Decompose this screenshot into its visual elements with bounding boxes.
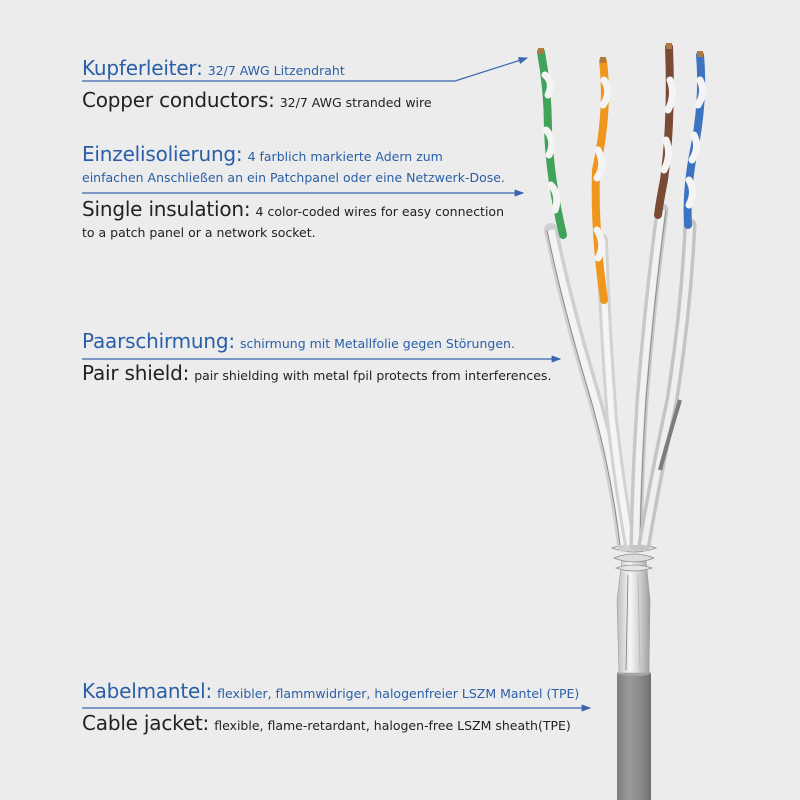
de-desc: schirmung mit Metallfolie gegen Störungen.	[239, 336, 515, 351]
en-desc: flexible, flame-retardant, halogen-free LSZM sheath(TPE)	[214, 718, 571, 733]
pair-shield-foils	[547, 210, 690, 545]
de-desc-line2: einfachen Anschließen an ein Patchpanel oder eine Netzwerk-Dose.	[82, 170, 505, 185]
wire-pair-blue	[688, 51, 703, 225]
de-title: Einzelisolierung:	[82, 142, 243, 166]
arrow-copper-conductors	[82, 58, 527, 81]
de-desc: 32/7 AWG Litzendraht	[207, 63, 345, 78]
de-title: Kupferleiter:	[82, 56, 203, 80]
en-title: Copper conductors:	[82, 88, 275, 112]
cable-jacket	[617, 670, 651, 800]
copper-tip	[538, 48, 544, 54]
foil-bundle	[612, 544, 656, 673]
wire-pair-brown	[658, 43, 673, 215]
copper-tip	[697, 51, 703, 57]
en-desc: 4 color-coded wires for easy connection	[255, 204, 505, 219]
en-desc-line2: to a patch panel or a network socket.	[82, 225, 316, 240]
en-desc: pair shielding with metal fpil protects from interferences.	[194, 368, 552, 383]
wire-pair-green	[538, 48, 563, 235]
de-title: Paarschirmung:	[82, 329, 235, 353]
de-title: Kabelmantel:	[82, 679, 213, 703]
copper-tip	[600, 57, 606, 63]
en-title: Pair shield:	[82, 361, 190, 385]
copper-tip	[666, 43, 672, 49]
de-desc: flexibler, flammwidriger, halogenfreier LSZM Mantel (TPE)	[217, 686, 580, 701]
en-desc: 32/7 AWG stranded wire	[279, 95, 432, 110]
de-desc: 4 farblich markierte Adern zum	[247, 149, 443, 164]
en-title: Cable jacket:	[82, 711, 210, 735]
en-title: Single insulation:	[82, 197, 251, 221]
